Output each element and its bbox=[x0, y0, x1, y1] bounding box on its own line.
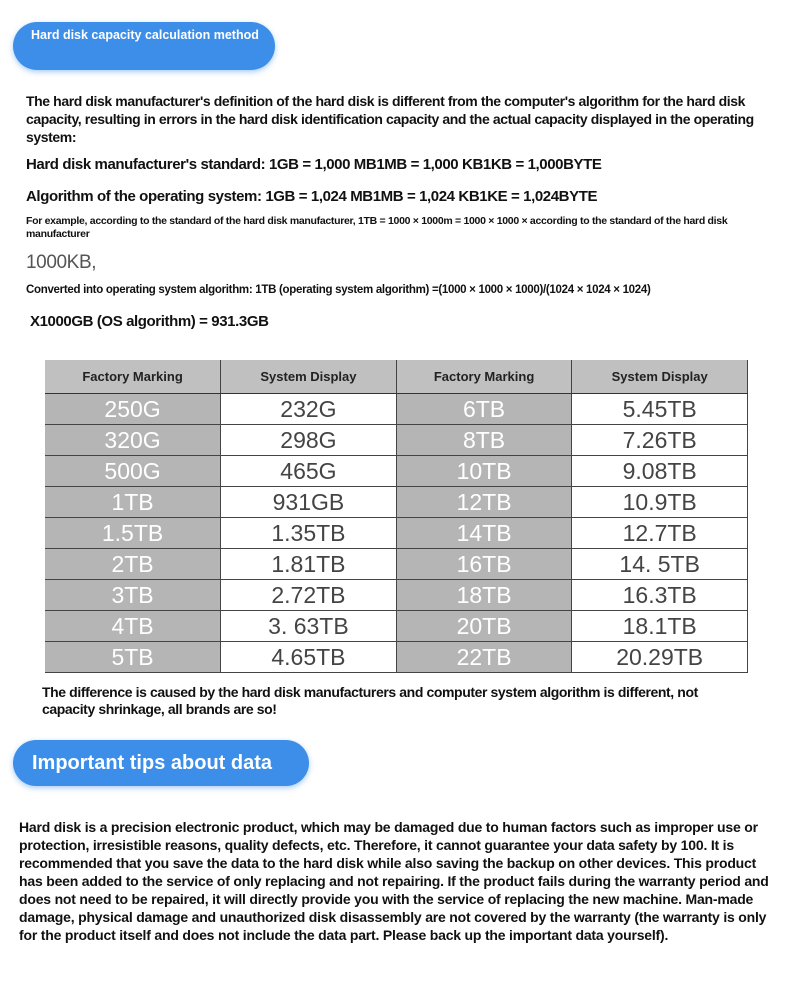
system-display-cell: 5.45TB bbox=[572, 394, 748, 425]
factory-marking-cell: 12TB bbox=[396, 487, 572, 518]
factory-marking-cell: 16TB bbox=[396, 549, 572, 580]
system-display-cell: 9.08TB bbox=[572, 456, 748, 487]
system-display-cell: 465G bbox=[221, 456, 397, 487]
system-display-cell: 10.9TB bbox=[572, 487, 748, 518]
factory-marking-cell: 5TB bbox=[45, 642, 221, 673]
factory-marking-cell: 14TB bbox=[396, 518, 572, 549]
conversion-text: Converted into operating system algorithm: 1TB (operating system algorithm) =(1000 × 1000 × 1000)/(1024 × 1024 × 1024) bbox=[26, 284, 651, 296]
column-header: System Display bbox=[221, 360, 397, 394]
section-title-tips: Important tips about data bbox=[13, 740, 309, 786]
table-row bbox=[45, 642, 748, 673]
system-display-cell: 14. 5TB bbox=[572, 549, 748, 580]
factory-marking-cell: 500G bbox=[45, 456, 221, 487]
system-display-cell: 7.26TB bbox=[572, 425, 748, 456]
factory-marking-cell: 2TB bbox=[45, 549, 221, 580]
table-row bbox=[45, 456, 748, 487]
os-algorithm: Algorithm of the operating system: 1GB = 1,024 MB1MB = 1,024 KB1KE = 1,024BYTE bbox=[26, 188, 598, 205]
capacity-table bbox=[45, 360, 748, 673]
section-title-capacity: Hard disk capacity calculation method bbox=[13, 22, 275, 70]
intro-text: The hard disk manufacturer's definition of the hard disk is different from the computer's algorithm for the hard disk capacity, resulting in errors in the hard disk identification capacity and the actual capacity displayed in the operating system: bbox=[26, 93, 754, 145]
system-display-cell: 12.7TB bbox=[572, 518, 748, 549]
factory-marking-cell: 6TB bbox=[396, 394, 572, 425]
factory-marking-cell: 320G bbox=[45, 425, 221, 456]
system-display-cell: 931GB bbox=[221, 487, 397, 518]
column-header: Factory Marking bbox=[45, 360, 221, 394]
system-display-cell: 18.1TB bbox=[572, 611, 748, 642]
column-header: Factory Marking bbox=[396, 360, 572, 394]
factory-marking-cell: 22TB bbox=[396, 642, 572, 673]
system-display-cell: 20.29TB bbox=[572, 642, 748, 673]
system-display-cell: 4.65TB bbox=[221, 642, 397, 673]
kb-text: 1000KB, bbox=[26, 252, 97, 273]
result-text: X1000GB (OS algorithm) = 931.3GB bbox=[30, 313, 269, 330]
factory-marking-cell: 18TB bbox=[396, 580, 572, 611]
system-display-cell: 1.35TB bbox=[221, 518, 397, 549]
system-display-cell: 3. 63TB bbox=[221, 611, 397, 642]
factory-marking-cell: 1.5TB bbox=[45, 518, 221, 549]
column-header: System Display bbox=[572, 360, 748, 394]
manufacturer-standard: Hard disk manufacturer's standard: 1GB = 1,000 MB1MB = 1,000 KB1KB = 1,000BYTE bbox=[26, 156, 602, 173]
factory-marking-cell: 10TB bbox=[396, 456, 572, 487]
table-row bbox=[45, 487, 748, 518]
difference-note: The difference is caused by the hard disk manufacturers and computer system algorithm is different, not capacity shrinkage, all brands are so! bbox=[42, 684, 698, 717]
table-row bbox=[45, 549, 748, 580]
table-header bbox=[45, 360, 748, 394]
table-row bbox=[45, 394, 748, 425]
example-text: For example, according to the standard of the hard disk manufacturer, 1TB = 1000 × 1000m = 1000 × 1000 × according to the standard of the hard disk manufacturer bbox=[26, 215, 728, 240]
system-display-cell: 232G bbox=[221, 394, 397, 425]
system-display-cell: 298G bbox=[221, 425, 397, 456]
system-display-cell: 1.81TB bbox=[221, 549, 397, 580]
factory-marking-cell: 4TB bbox=[45, 611, 221, 642]
factory-marking-cell: 20TB bbox=[396, 611, 572, 642]
factory-marking-cell: 1TB bbox=[45, 487, 221, 518]
table-row bbox=[45, 425, 748, 456]
tips-text: Hard disk is a precision electronic product, which may be damaged due to human factors such as improper use or protection, irresistible reasons, quality defects, etc. Therefore, it cannot guarantee your data safety by 100. It is recommended that you save the data to the hard disk while also saving the backup on other devices. This product has been added to the service of only replacing and not repairing. If the product fails during the warranty period and does not need to be repaired, it will directly provide you with the service of replacing the new machine. Man-made damage, physical damage and unauthorized disk disassembly are not covered by the warranty (the warranty is only for the product itself and does not include the data part. Please back up the important data yourself). bbox=[19, 819, 769, 943]
table-row bbox=[45, 580, 748, 611]
table-row bbox=[45, 611, 748, 642]
factory-marking-cell: 250G bbox=[45, 394, 221, 425]
factory-marking-cell: 8TB bbox=[396, 425, 572, 456]
system-display-cell: 2.72TB bbox=[221, 580, 397, 611]
system-display-cell: 16.3TB bbox=[572, 580, 748, 611]
table-row bbox=[45, 518, 748, 549]
factory-marking-cell: 3TB bbox=[45, 580, 221, 611]
